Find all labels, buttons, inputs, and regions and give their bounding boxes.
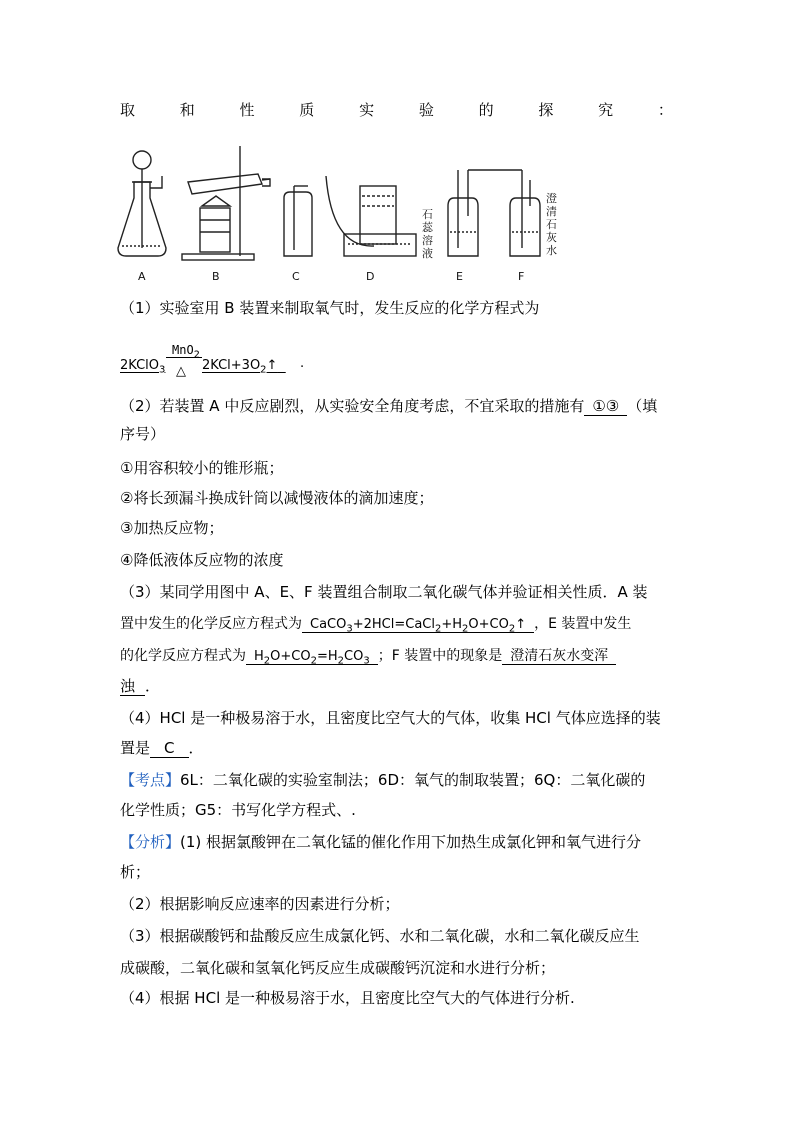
label-d: D [366,270,375,283]
title-char: 的 [478,101,494,119]
apparatus-figure [112,136,560,286]
q1-equation [120,340,673,379]
q4-line1: （4）HCl 是一种极易溶于水，且密度比空气大的气体，收集 HCl 气体应选择的装 [120,709,661,727]
q3-line4: 浊 ． [120,677,161,695]
fenxi-line1: 【分析】(1) 根据氯酸钾在二氧化锰的催化作用下加热生成氯化钾和氧气进行分 [120,833,642,851]
limewater-char: 水 [546,244,557,257]
fenxi-line6: （4）根据 HCl 是一种极易溶于水，且密度比空气大的气体进行分析. [120,989,575,1007]
fenxi-line4: （3）根据碳酸钙和盐酸反应生成氯化钙、水和二氧化碳，水和二氧化碳反应生 [120,927,640,945]
limewater-char: 清 [546,205,557,218]
q4-line2: 置是 C ． [120,739,204,757]
q2-opt2: ②将长颈漏斗换成针筒以减慢液体的滴加速度； [120,489,434,507]
title-char: ： [657,101,673,119]
fenxi-line3: （2）根据影响反应速率的因素进行分析； [120,895,400,913]
title-char: 实 [359,101,375,119]
q2-opt1: ①用容积较小的锥形瓶； [120,459,284,477]
title-char: 究 [598,101,614,119]
title-char: 取 [120,101,136,119]
litmus-char: 蕊 [422,221,433,234]
apparatus-b [182,146,270,260]
litmus-char: 石 [422,208,433,221]
label-e: E [456,270,463,283]
title-char: 探 [538,101,554,119]
eq-right: $2KCl+3O_2↑$ [202,358,278,376]
title-char: 质 [299,101,315,119]
q2-line2: 序号） [120,425,166,443]
q3-answer-e: $H_2O+CO_2=H_2CO_3$ [246,649,378,665]
limewater-char: 灰 [546,231,557,244]
q3-line3: 的化学反应方程式为 $H_2O+CO_2=H_2CO_3$ ；F 装置中的现象是 澄清石灰水变浑 [120,646,673,667]
apparatus-e [448,170,522,256]
apparatus-f [510,170,540,256]
apparatus-a [118,151,166,256]
litmus-char: 溶 [422,234,433,247]
fenxi-tag: 【分析】 [120,833,181,851]
q3-answer-f-end: 浊 [120,677,145,696]
limewater-char: 澄 [546,192,557,205]
kaodian-tag: 【考点】 [120,771,181,789]
label-a: A [138,270,146,283]
label-b: B [212,270,220,283]
title-line [120,100,673,120]
litmus-char: 液 [422,247,433,260]
eq-left: 2KClO$_3$ [120,358,166,376]
kaodian-line2: 化学性质；G5：书写化学方程式、. [120,801,356,819]
reaction-line [166,357,202,358]
q1-text: （1）实验室用 B 装置来制取氧气时，发生反应的化学方程式为 [120,299,540,317]
catalyst: MnO$_2$ [172,343,200,361]
title-char: 性 [239,101,255,119]
q3-line2: 置中发生的化学反应方程式为 $CaCO_3+2HCl=CaCl_2+H_2O+CO_2↑$ ，E 装置中发生 [120,616,632,635]
q2-line1: （2）若装置 A 中反应剧烈，从实验安全角度考虑，不宜采取的措施有 ①③ （填 [120,397,658,415]
title-char: 验 [418,101,434,119]
q4-answer: C [150,739,188,758]
label-f: F [518,270,525,283]
q3-line1: （3）某同学用图中 A、E、F 装置组合制取二氧化碳气体并验证相关性质．A 装 [120,583,648,601]
apparatus-c [284,186,312,256]
label-c: C [292,270,300,283]
q3-answer-f: 澄清石灰水变浑 [502,648,616,665]
limewater-char: 石 [546,218,557,231]
eq-end: . [300,356,305,371]
apparatus-d [326,176,416,256]
heat-symbol: △ [176,364,186,379]
q2-opt4: ④降低液体反应物的浓度 [120,551,284,569]
q3-answer-a: $CaCO_3+2HCl=CaCl_2+H_2O+CO_2↑$ [302,617,534,633]
q2-opt3: ③加热反应物； [120,519,224,537]
q2-answer: ①③ [584,397,627,416]
title-char: 和 [179,101,195,119]
kaodian-line1: 【考点】6L：二氧化碳的实验室制法；6D：氧气的制取装置；6Q：二氧化碳的 [120,771,646,789]
fenxi-line5: 成碳酸，二氧化碳和氢氧化钙反应生成碳酸钙沉淀和水进行分析； [120,959,556,977]
fenxi-line2: 析； [120,863,151,881]
